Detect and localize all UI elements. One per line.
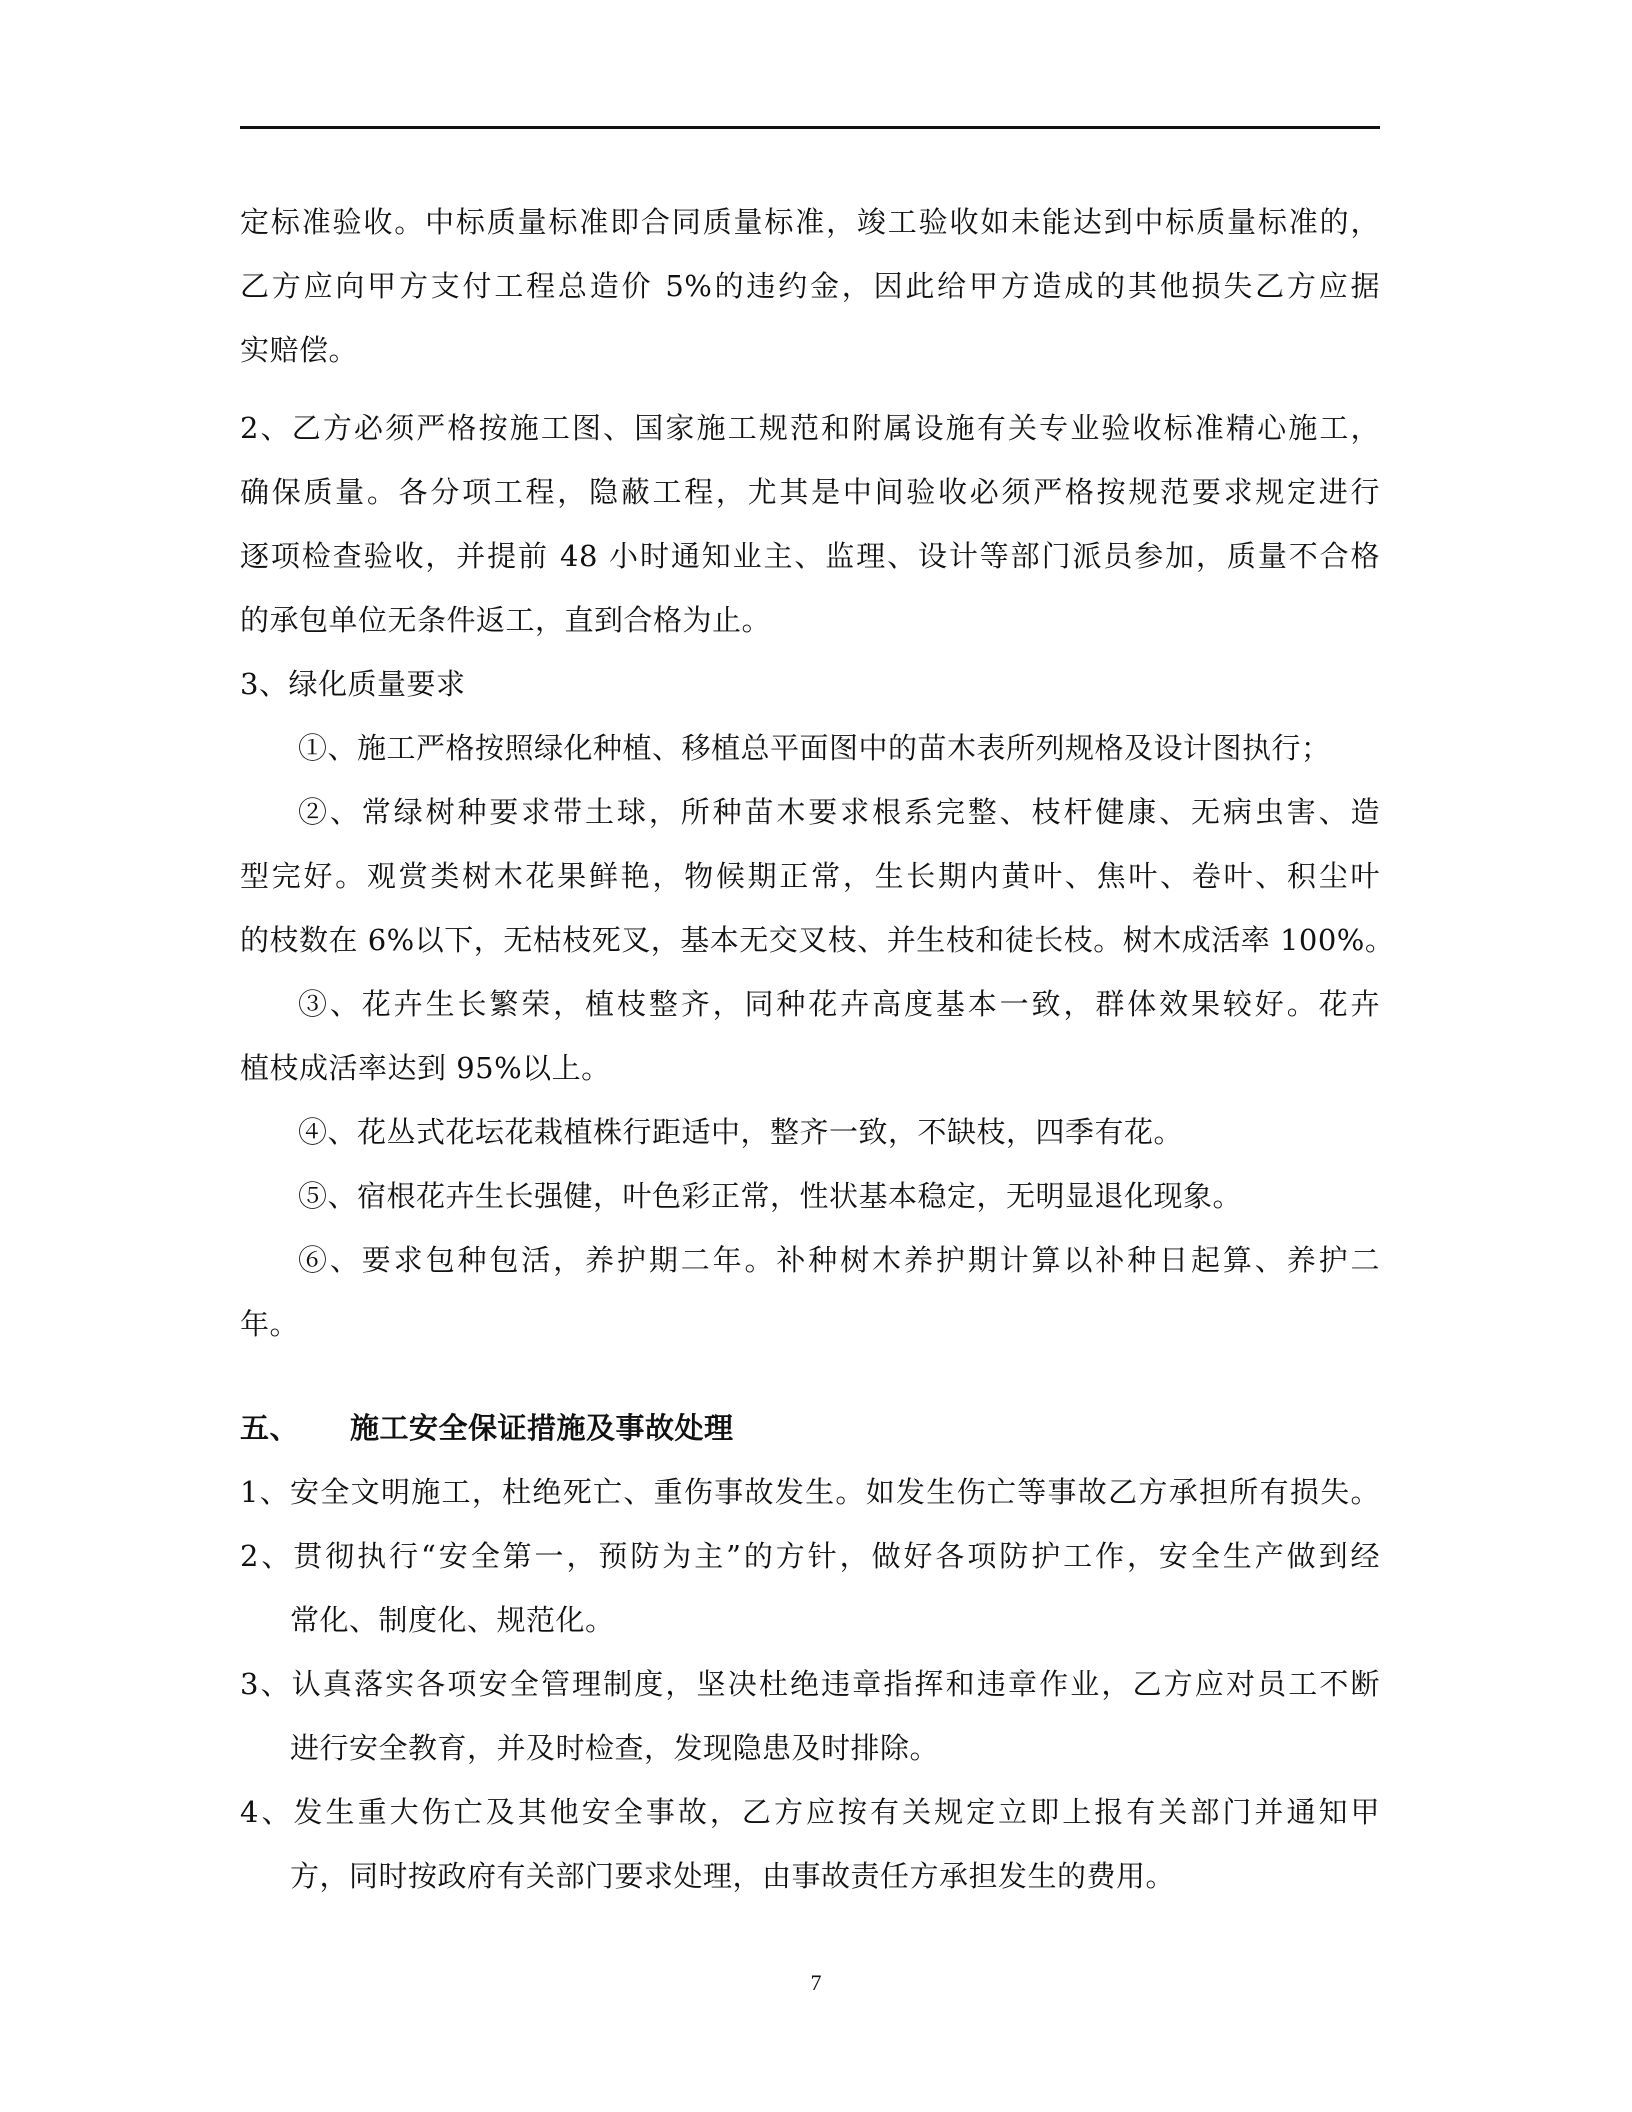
greening-quality-title: 3、绿化质量要求 — [240, 667, 466, 701]
text-line: 逐项检查验收，并提前 48 小时通知业主、监理、设计等部门派员参加，质量不合格 — [240, 539, 1380, 573]
text-line: 实赔偿。 — [240, 333, 359, 367]
page-number: 7 — [810, 1970, 822, 1995]
greening-item-1 — [240, 716, 1380, 780]
text-line: 年。 — [240, 1307, 300, 1341]
greening-item-4 — [240, 1100, 1380, 1164]
text-line: 乙方应向甲方支付工程总造价 5%的违约金，因此给甲方造成的其他损失乙方应据 — [240, 269, 1380, 303]
text-line: 定标准验收。中标质量标准即合同质量标准，竣工验收如未能达到中标质量标准的， — [240, 205, 1380, 239]
text-line: ⑥、要求包种包活，养护期二年。补种树木养护期计算以补种日起算、养护二 — [298, 1243, 1380, 1277]
text-line: 型完好。观赏类树木花果鲜艳，物候期正常，生长期内黄叶、焦叶、卷叶、积尘叶 — [240, 859, 1380, 893]
greening-item-3 — [240, 972, 1380, 1100]
text-line: ①、施工严格按照绿化种植、移植总平面图中的苗木表所列规格及设计图执行； — [298, 731, 1331, 765]
text-line: 的承包单位无条件返工，直到合格为止。 — [240, 603, 772, 637]
text-line: 进行安全教育，并及时检查，发现隐患及时排除。 — [290, 1731, 940, 1765]
text-line: ②、常绿树种要求带土球，所种苗木要求根系完整、枝杆健康、无病虫害、造 — [298, 795, 1380, 829]
paragraph-quality-standard — [240, 190, 1380, 382]
text-line: ⑤、宿根花卉生长强健，叶色彩正常，性状基本稳定，无明显退化现象。 — [298, 1179, 1243, 1213]
text-line: ④、花丛式花坛花栽植株行距适中，整齐一致，不缺枝，四季有花。 — [298, 1115, 1184, 1149]
greening-item-5 — [240, 1164, 1380, 1228]
greening-item-2 — [240, 780, 1395, 972]
text-line: 4、发生重大伤亡及其他安全事故，乙方应按有关规定立即上报有关部门并通知甲 — [240, 1795, 1380, 1829]
text-line: 2、贯彻执行“安全第一，预防为主”的方针，做好各项防护工作，安全生产做到经 — [240, 1539, 1380, 1573]
section-number: 五、 — [240, 1411, 300, 1445]
text-line: 方，同时按政府有关部门要求处理，由事故责任方承担发生的费用。 — [290, 1859, 1176, 1893]
text-line: 确保质量。各分项工程，隐蔽工程，尤其是中间验收必须严格按规范要求规定进行 — [240, 475, 1380, 509]
safety-item-3 — [240, 1652, 1380, 1780]
text-line: 2、乙方必须严格按施工图、国家施工规范和附属设施有关专业验收标准精心施工， — [240, 411, 1380, 445]
text-line: ③、花卉生长繁荣，植枝整齐，同种花卉高度基本一致，群体效果较好。花卉 — [298, 987, 1380, 1021]
section-heading — [240, 1396, 1380, 1460]
safety-item-4 — [240, 1780, 1380, 1908]
safety-item-2 — [240, 1524, 1380, 1652]
text-line: 1、安全文明施工，杜绝死亡、重伤事故发生。如发生伤亡等事故乙方承担所有损失。 — [240, 1475, 1380, 1509]
greening-item-6 — [240, 1228, 1380, 1356]
text-line: 常化、制度化、规范化。 — [290, 1603, 615, 1637]
section-title: 施工安全保证措施及事故处理 — [350, 1411, 734, 1445]
text-line: 3、认真落实各项安全管理制度，坚决杜绝违章指挥和违章作业，乙方应对员工不断 — [240, 1667, 1380, 1701]
text-line: 植枝成活率达到 95%以上。 — [240, 1051, 611, 1085]
text-line: 的枝数在 6%以下，无枯枝死叉，基本无交叉枝、并生枝和徒长枝。树木成活率 100%。 — [240, 923, 1395, 957]
header-rule — [240, 126, 1380, 129]
paragraph-construction-requirements — [240, 396, 1380, 652]
document-body — [240, 190, 1395, 1908]
safety-item-1 — [240, 1460, 1380, 1524]
